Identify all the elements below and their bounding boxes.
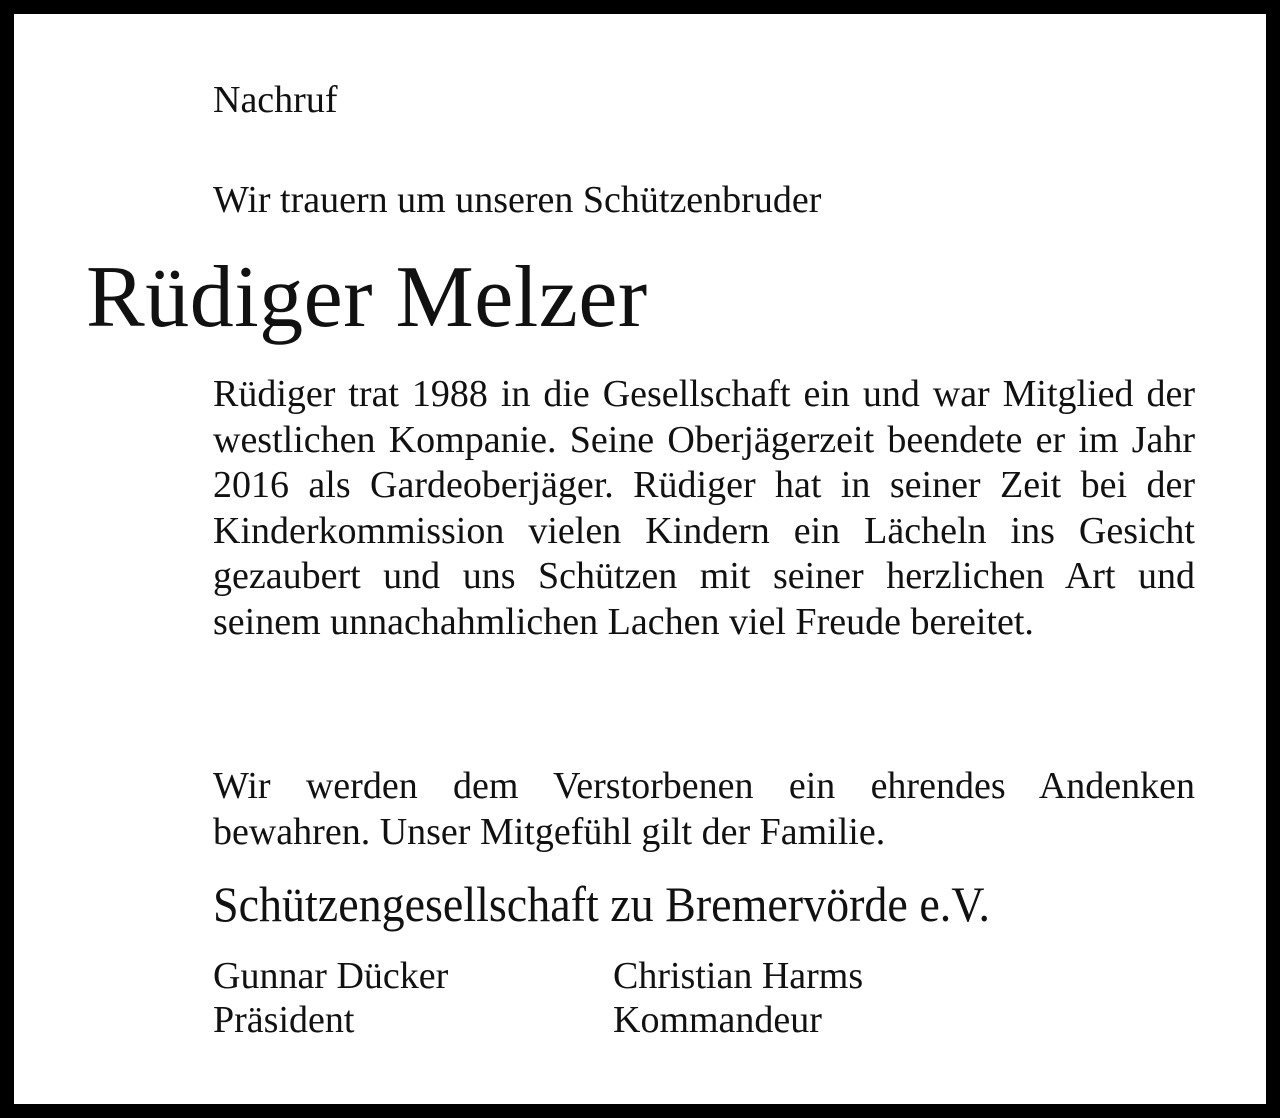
biography-paragraph: Rüdiger trat 1988 in die Gesellschaft ein und war Mitglied der westlichen Kompanie. Seine Oberjägerzeit beendete er im Jahr 2016 als Gardeoberjäger. Rüdiger hat in seiner Zeit bei der Kinderkommission vielen Kindern ein Lächeln ins Gesicht gezaubert und uns Schützen mit seiner herzlichen Art und seinem unnachahmlichen Lachen viel Freude bereitet. [213, 373, 1195, 643]
notice-heading: Nachruf [213, 79, 338, 121]
signatory-name: Gunnar Dücker [213, 955, 449, 997]
signatory-role: Präsident [213, 999, 355, 1041]
condolence-paragraph: Wir werden dem Verstorbenen ein ehrendes Andenken bewahren. Unser Mitgefühl gilt der Familie. [213, 765, 1195, 853]
signatory-name: Christian Harms [613, 955, 864, 997]
signatory-role: Kommandeur [613, 999, 822, 1041]
obituary-notice [14, 14, 1266, 1104]
deceased-name: Rüdiger Melzer [86, 249, 648, 346]
intro-line: Wir trauern um unseren Schützenbruder [213, 179, 822, 221]
organization-name: Schützengesellschaft zu Bremervörde e.V. [213, 876, 991, 932]
